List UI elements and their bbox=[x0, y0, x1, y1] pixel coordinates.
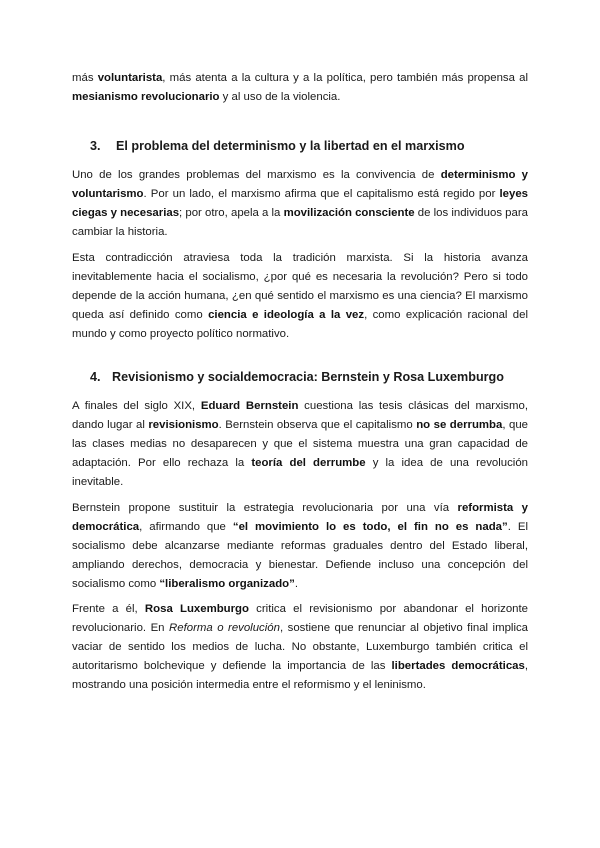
text: ; por otro, apela a la bbox=[179, 207, 284, 219]
paragraph-bernstein bbox=[72, 397, 528, 492]
text: de los individuos para cambiar la historia. bbox=[72, 207, 528, 238]
text: . Por un lado, el marxismo afirma que el capitalismo está regido por bbox=[143, 188, 500, 200]
text: A finales del siglo XIX, bbox=[72, 400, 201, 412]
paragraph-determinism bbox=[72, 166, 528, 242]
bold-term: mesianismo revolucionario bbox=[72, 91, 220, 103]
text: cuestiona las tesis clásicas del marxismo, dando lugar al bbox=[72, 400, 528, 431]
text: y al uso de la violencia. bbox=[219, 91, 341, 103]
text: Frente a él, bbox=[72, 603, 145, 615]
text: , que las clases medias no desaparecen y que el sistema muestra una gran capacidad de adaptación. Por ello rechaza la bbox=[72, 419, 528, 469]
section-number: 3. bbox=[90, 139, 101, 153]
bold-quote: “el movimiento lo es todo, el fin no es nada” bbox=[232, 521, 508, 533]
text: más bbox=[72, 72, 98, 84]
text: , sostiene que renunciar al objetivo final implica vaciar de sentido los medios de lucha. No obstante, Luxemburgo también critica el autoritarismo bolchevique y defiende la importancia de las bbox=[72, 622, 529, 672]
text: Uno de los grandes problemas del marxismo es la convivencia de bbox=[72, 169, 441, 181]
text: Bernstein propone sustituir la estrategia revolucionaria por una vía bbox=[72, 502, 458, 514]
text: . El socialismo debe alcanzarse mediante reformas graduales dentro del Estado liberal, ampliando derechos, democracia y bienestar. Defiende incluso una concepción del socialismo como bbox=[72, 521, 528, 590]
section-heading-4 bbox=[90, 368, 530, 386]
bold-term: movilización consciente bbox=[283, 207, 415, 219]
paragraph-contradiction bbox=[72, 249, 528, 344]
text: . Bernstein observa que el capitalismo bbox=[218, 419, 417, 431]
bold-term: revisionismo bbox=[148, 419, 219, 431]
text: , afirmando que bbox=[139, 521, 233, 533]
bold-term: libertades democráticas bbox=[391, 660, 525, 672]
text: , más atenta a la cultura y a la política, pero también más propensa al bbox=[162, 72, 529, 84]
italic-title: Reforma o revolución bbox=[169, 622, 280, 634]
section-number: 4. bbox=[90, 370, 101, 384]
bold-term: no se derrumba bbox=[416, 419, 503, 431]
bold-term: Rosa Luxemburgo bbox=[144, 603, 249, 615]
bold-term: determinismo y voluntarismo bbox=[72, 169, 528, 200]
bold-term: teoría del derrumbe bbox=[251, 457, 366, 469]
bold-quote: “liberalismo organizado” bbox=[159, 578, 295, 590]
text: . bbox=[294, 578, 298, 590]
bold-term: Eduard Bernstein bbox=[200, 400, 299, 412]
text: Esta contradicción atraviesa toda la tradición marxista. Si la historia avanza inevitablemente hacia el socialismo, ¿por qué es necesaria la revolución? Pero si todo depende de la acción humana, ¿en qué sentido el marxismo es una ciencia? El marxismo queda así definido como bbox=[72, 252, 528, 321]
paragraph-luxemburgo bbox=[72, 600, 528, 695]
section-title: Revisionismo y socialdemocracia: Bernstein y Rosa Luxemburgo bbox=[112, 370, 504, 384]
bold-term: voluntarista bbox=[97, 72, 163, 84]
bold-term: leyes ciegas y necesarias bbox=[72, 188, 528, 219]
section-heading-3 bbox=[90, 137, 530, 155]
text: y la idea de una revolución inevitable. bbox=[72, 457, 528, 488]
bold-term: reformista y democrática bbox=[72, 502, 528, 533]
paragraph-intro bbox=[72, 69, 528, 107]
text: critica el revisionismo por abandonar el horizonte revolucionario. En bbox=[72, 603, 528, 634]
text: , como explicación racional del mundo y como proyecto político normativo. bbox=[72, 309, 528, 340]
bold-term: ciencia e ideología a la vez bbox=[208, 309, 365, 321]
text: , mostrando una posición intermedia entre el reformismo y el leninismo. bbox=[72, 660, 529, 691]
section-title: El problema del determinismo y la libertad en el marxismo bbox=[116, 139, 465, 153]
paragraph-reformism bbox=[72, 499, 528, 594]
